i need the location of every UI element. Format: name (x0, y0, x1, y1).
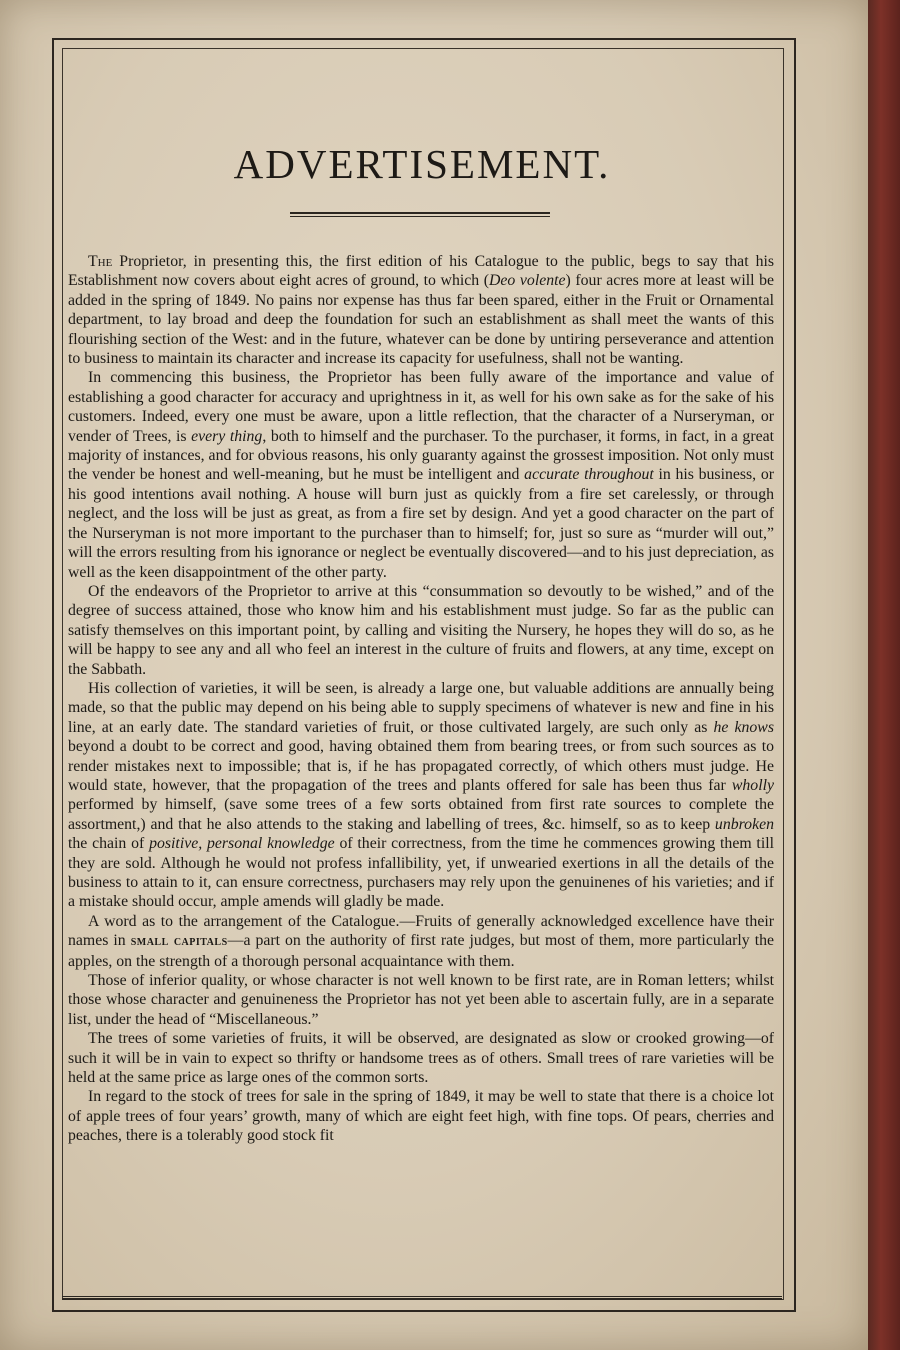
title-rule (290, 212, 550, 217)
paragraph-5: A word as to the arrangement of the Catalogue.—Fruits of generally acknowledged excellence have their names in small capitals—a part on the authority of first rate judges, but most of them, more particularly the apples, on the strength of a thorough personal acquaintance with them. (68, 912, 774, 970)
paragraph-4: His collection of varieties, it will be seen, is already a large one, but valuable additions are annually being made, so that the public may depend on his being able to supply specimens of whatever is new and fine in his line, at an early date. The standard varieties of fruit, or those cultivated largely, are such only as he knows beyond a doubt to be correct and good, having obtained them from bearing trees, or from such sources as to render mistakes next to impossible; that is, if he has propagated correctly, of which others must judge. He would state, however, that the propagation of the trees and plants offered for sale has been thus far wholly performed by himself, (save some trees of a few sorts obtained from first rate sources to complete the assortment,) and that he also attends to the staking and labelling of trees, &c. himself, so as to keep unbroken the chain of positive, personal knowledge of their correctness, from the time he commences growing them till they are sold. Although he would not profess infallibility, yet, if unwearied exertions in all the details of the business to attain to it, can ensure correctness, purchasers may rely upon the genuinenes of his varieties; and if a mistake should occur, ample amends will gladly be made. (68, 679, 774, 911)
body-text (68, 252, 774, 1146)
page-title: ADVERTISEMENT. (233, 141, 611, 187)
paragraph-6: Those of inferior quality, or whose character is not well known to be first rate, are in Roman letters; whilst those whose character and genuineness the Proprietor has not yet been able to ascertain fully, are in a separate list, under the head of “Miscellaneous.” (68, 972, 774, 1028)
paragraph-2: In commencing this business, the Proprietor has been fully aware of the importance and value of establishing a good character for accuracy and uprightness in it, as well for his own sake as for the sake of his customers. Indeed, every one must be aware, upon a little reflection, that the character of a Nurseryman, or vender of Trees, is every thing, both to himself and the purchaser. To the purchaser, it forms, in fact, in a great majority of instances, and for obvious reasons, his only guaranty against the grossest imposition. Not only must the vender be honest and well-meaning, but he must be intelligent and accurate throughout in his business, or his good intentions avail nothing. A house will burn just as quickly from a fire set carelessly, or through neglect, and the loss will be just as great, as from a fire set by design. And yet a good character on the part of the Nurseryman is not more important to the purchaser than to himself; for, just so sure as “murder will out,” will the errors resulting from his ignorance or neglect be eventually discovered—and to his just depreciation, as well as the keen disappointment of the other party. (68, 369, 774, 581)
paragraph-3: Of the endeavors of the Proprietor to arrive at this “consummation so devoutly to be wished,” and of the degree of success attained, those who know him and his establishment must judge. So far as the public can satisfy themselves on this important point, by calling and visiting the Nursery, he hopes they will do so, as he will be happy to see any and all who feel an interest in the culture of fruits and flowers, at any time, except on the Sabbath. (68, 582, 774, 678)
paragraph-7: The trees of some varieties of fruits, it will be observed, are designated as slow or crooked growing—of such it will be in vain to expect so thrifty or handsome trees as of others. Small trees of rare varieties will be held at the same price as large ones of the common sorts. (68, 1030, 774, 1087)
paragraph-8: In regard to the stock of trees for sale in the spring of 1849, it may be well to state that there is a choice lot of apple trees of four years’ growth, many of which are eight feet high, with fine tops. Of pears, cherries and peaches, there is a tolerably good stock fit (68, 1088, 774, 1145)
book-cover-edge (868, 0, 900, 1350)
paragraph-1: The Proprietor, in presenting this, the first edition of his Catalogue to the public, begs to say that his Establishment now covers about eight acres of ground, to which (Deo volente) four acres more at least will be added in the spring of 1849. No pains nor expense has thus far been spared, either in the Fruit or Ornamental department, to lay broad and deep the foundation for such an establishment as shall meet the wants of this flourishing section of the West: and in the future, whatever can be done by untiring perseverance and attention to business to maintain its character and increase its capacity for usefulness, shall not be wanting. (68, 253, 774, 368)
bottom-rule (62, 1296, 782, 1300)
paragraph-lead: The (88, 253, 113, 270)
